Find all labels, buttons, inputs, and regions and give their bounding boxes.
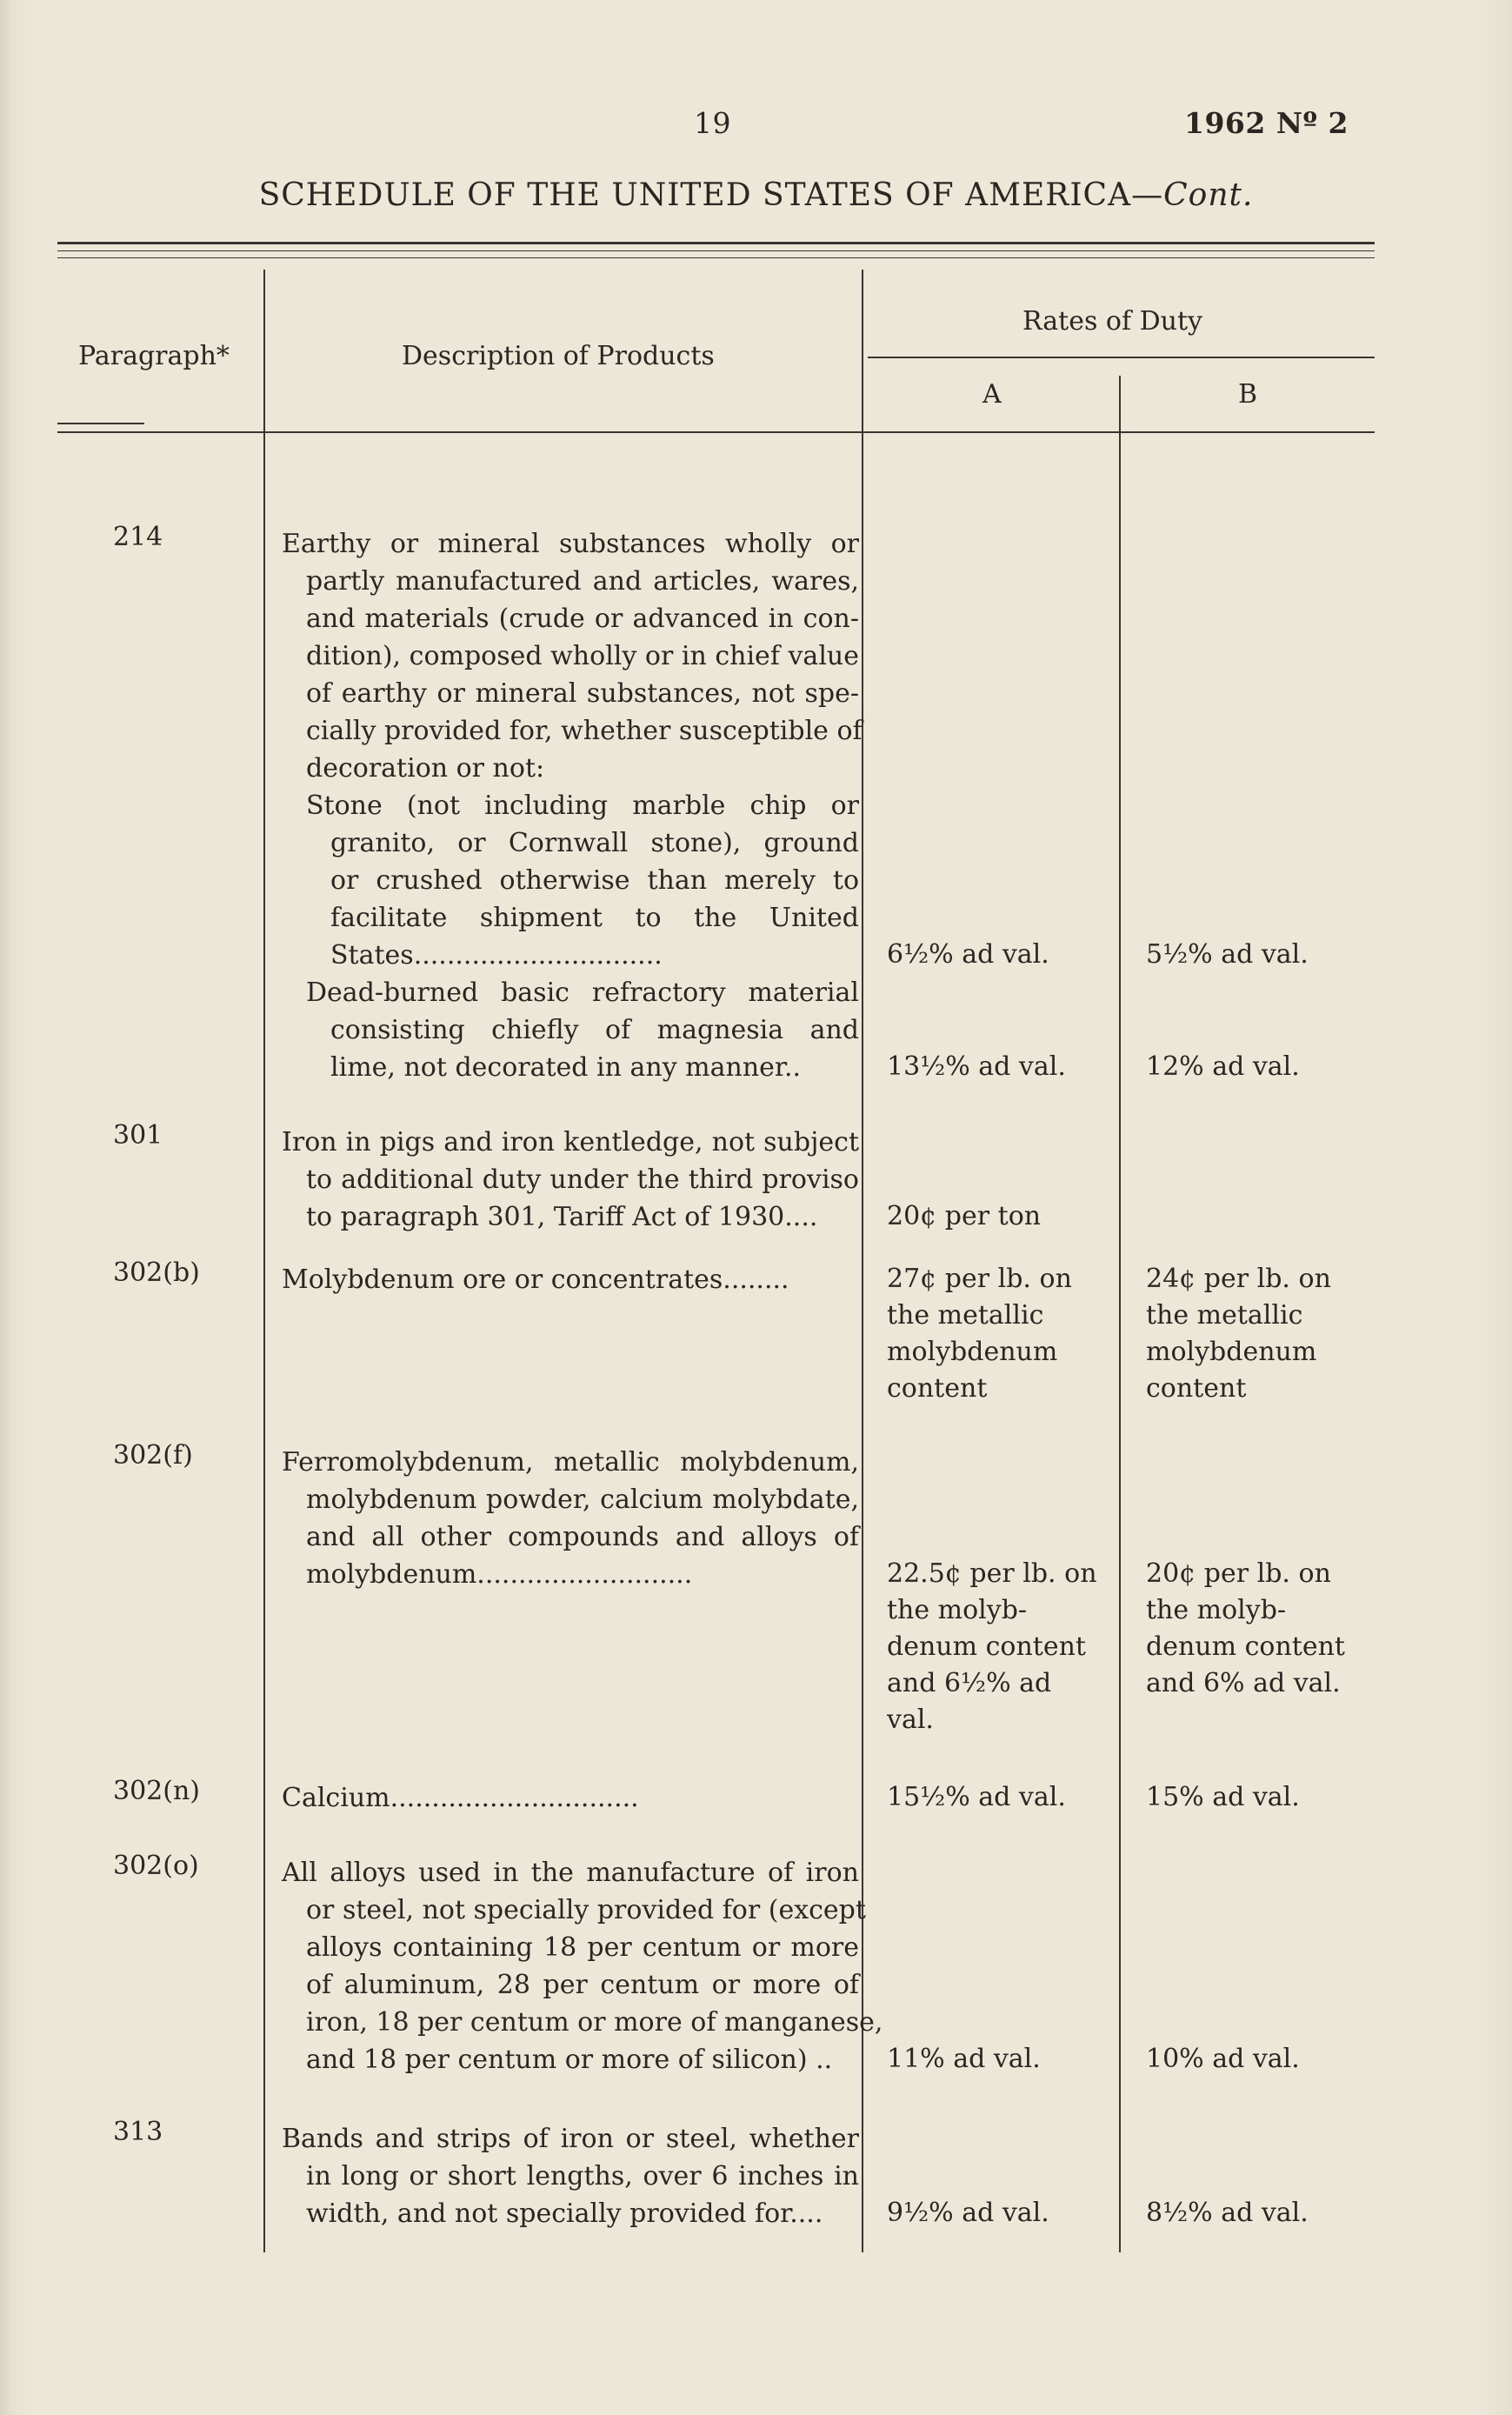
column-header-paragraph: Paragraph* bbox=[78, 341, 230, 371]
rate-a-value bbox=[887, 1261, 1117, 1407]
description-line: Iron in pigs and iron kentledge, not subject bbox=[282, 1127, 859, 1157]
column-header-a: A bbox=[982, 379, 1002, 410]
description-line: molybdenum powder, calcium molybdate, bbox=[306, 1484, 859, 1515]
description-line: iron, 18 per centum or more of manganese, bbox=[306, 2007, 883, 2038]
rate-line: val. bbox=[887, 1705, 934, 1735]
description-line: and materials (crude or advanced in con- bbox=[306, 604, 859, 634]
page-number: 19 bbox=[694, 106, 731, 140]
description-line: All alloys used in the manufacture of iron bbox=[282, 1858, 859, 1888]
description-line: Molybdenum ore or concentrates........ bbox=[282, 1264, 789, 1295]
rate-line: 13½% ad val. bbox=[887, 1051, 1066, 1082]
rate-b-value bbox=[1146, 1049, 1376, 1085]
paragraph-number: 313 bbox=[113, 2117, 163, 2147]
rate-line: content bbox=[887, 1373, 988, 1404]
description-line: in long or short lengths, over 6 inches in bbox=[306, 2161, 859, 2192]
description-line: of earthy or mineral substances, not spe- bbox=[306, 678, 859, 709]
rate-line: 27¢ per lb. on bbox=[887, 1264, 1072, 1294]
product-description bbox=[282, 1444, 859, 1593]
paragraph-number: 302(f) bbox=[113, 1440, 193, 1471]
product-description bbox=[282, 1779, 859, 1817]
rate-b-value bbox=[1146, 1779, 1376, 1816]
description-line: Dead-burned basic refractory material bbox=[306, 977, 859, 1008]
rate-line: content bbox=[1146, 1373, 1247, 1404]
page-title bbox=[0, 177, 1512, 213]
rate-b-value bbox=[1146, 1261, 1376, 1407]
rate-a-value bbox=[887, 937, 1117, 973]
description-line: facilitate shipment to the United bbox=[330, 903, 859, 933]
product-description bbox=[282, 1854, 883, 2078]
rate-line: molybdenum bbox=[887, 1337, 1058, 1367]
description-line: to additional duty under the third proviso bbox=[306, 1164, 859, 1195]
rate-line: and 6½% ad bbox=[887, 1668, 1052, 1698]
description-line: consisting chiefly of magnesia and bbox=[330, 1015, 859, 1045]
description-line: alloys containing 18 per centum or more bbox=[306, 1932, 859, 1963]
rate-line: 20¢ per lb. on bbox=[1146, 1558, 1331, 1589]
paragraph-header-rule bbox=[57, 423, 144, 424]
column-divider-rates bbox=[1119, 376, 1121, 2252]
description-line: Earthy or mineral substances wholly or bbox=[282, 529, 859, 559]
product-description bbox=[282, 1261, 859, 1298]
top-thin-rule-2 bbox=[57, 257, 1375, 258]
description-line: Calcium.............................. bbox=[282, 1783, 639, 1813]
title-text: SCHEDULE OF THE UNITED STATES OF AMERICA— bbox=[258, 177, 1164, 213]
paragraph-number: 302(o) bbox=[113, 1851, 199, 1881]
description-line: granito, or Cornwall stone), ground bbox=[330, 828, 859, 858]
description-line: States.............................. bbox=[330, 940, 663, 971]
column-header-rates-of-duty: Rates of Duty bbox=[1022, 306, 1202, 337]
rate-line: 8½% ad val. bbox=[1146, 2198, 1309, 2228]
rate-line: the metallic bbox=[887, 1300, 1044, 1331]
paragraph-number: 214 bbox=[113, 522, 163, 552]
rate-b-value bbox=[1146, 2195, 1376, 2232]
rate-line: denum content bbox=[1146, 1631, 1345, 1662]
description-line: decoration or not: bbox=[306, 753, 545, 784]
rate-b-value bbox=[1146, 937, 1376, 973]
rate-line: the molyb- bbox=[1146, 1595, 1287, 1625]
product-description bbox=[282, 525, 863, 787]
description-line: or crushed otherwise than merely to bbox=[330, 865, 859, 896]
rate-line: the molyb- bbox=[887, 1595, 1028, 1625]
rate-line: molybdenum bbox=[1146, 1337, 1317, 1367]
description-line: Ferromolybdenum, metallic molybdenum, bbox=[282, 1447, 859, 1478]
description-line: and all other compounds and alloys of bbox=[306, 1522, 859, 1552]
rate-a-value bbox=[887, 1198, 1117, 1235]
rate-a-value bbox=[887, 1779, 1117, 1816]
rate-a-value bbox=[887, 1556, 1117, 1738]
column-header-b: B bbox=[1238, 379, 1258, 410]
rate-b-value bbox=[1146, 1556, 1376, 1702]
column-divider-description bbox=[862, 270, 863, 2252]
rate-line: 10% ad val. bbox=[1146, 2044, 1300, 2074]
rate-line: denum content bbox=[887, 1631, 1086, 1662]
description-line: to paragraph 301, Tariff Act of 1930.... bbox=[306, 1202, 818, 1232]
rate-a-value bbox=[887, 2195, 1117, 2232]
product-description bbox=[282, 787, 859, 974]
rate-line: 5½% ad val. bbox=[1146, 939, 1309, 970]
description-line: partly manufactured and articles, wares, bbox=[306, 566, 859, 597]
rate-line: the metallic bbox=[1146, 1300, 1303, 1331]
description-line: lime, not decorated in any manner.. bbox=[330, 1052, 802, 1083]
rate-a-value bbox=[887, 1049, 1117, 1085]
description-line: Stone (not including marble chip or bbox=[306, 791, 859, 821]
description-line: and 18 per centum or more of silicon) .. bbox=[306, 2045, 833, 2075]
rate-line: 11% ad val. bbox=[887, 2044, 1041, 2074]
product-description bbox=[282, 974, 859, 1086]
description-line: cially provided for, whether susceptible of bbox=[306, 716, 863, 746]
description-line: Bands and strips of iron or steel, whether bbox=[282, 2124, 859, 2154]
description-line: molybdenum.......................... bbox=[306, 1559, 693, 1590]
title-cont: Cont. bbox=[1163, 177, 1254, 213]
rate-line: 22.5¢ per lb. on bbox=[887, 1558, 1097, 1589]
description-line: width, and not specially provided for.... bbox=[306, 2198, 823, 2229]
rate-line: 20¢ per ton bbox=[887, 1201, 1042, 1231]
product-description bbox=[282, 1124, 859, 1236]
paragraph-number: 302(b) bbox=[113, 1258, 200, 1288]
rate-b-value bbox=[1146, 2041, 1376, 2078]
column-header-description: Description of Products bbox=[402, 341, 715, 371]
rate-line: 9½% ad val. bbox=[887, 2198, 1049, 2228]
rate-a-value bbox=[887, 2041, 1117, 2078]
rate-line: 15½% ad val. bbox=[887, 1782, 1066, 1812]
column-divider-paragraph bbox=[263, 270, 265, 2252]
rates-header-rule bbox=[868, 357, 1375, 358]
top-thin-rule bbox=[57, 250, 1375, 251]
rate-line: 6½% ad val. bbox=[887, 939, 1049, 970]
paragraph-number: 301 bbox=[113, 1120, 163, 1151]
product-description bbox=[282, 2120, 859, 2232]
header-bottom-rule bbox=[57, 431, 1375, 433]
document-year-number: 1962 Nº 2 bbox=[1184, 106, 1349, 140]
description-line: dition), composed wholly or in chief value bbox=[306, 641, 859, 671]
rate-line: 12% ad val. bbox=[1146, 1051, 1300, 1082]
top-thick-rule bbox=[57, 242, 1375, 244]
rate-line: 15% ad val. bbox=[1146, 1782, 1300, 1812]
rate-line: 24¢ per lb. on bbox=[1146, 1264, 1331, 1294]
rate-line: and 6% ad val. bbox=[1146, 1668, 1341, 1698]
description-line: of aluminum, 28 per centum or more of bbox=[306, 1970, 859, 2000]
description-line: or steel, not specially provided for (except bbox=[306, 1895, 866, 1925]
paragraph-number: 302(n) bbox=[113, 1776, 200, 1806]
